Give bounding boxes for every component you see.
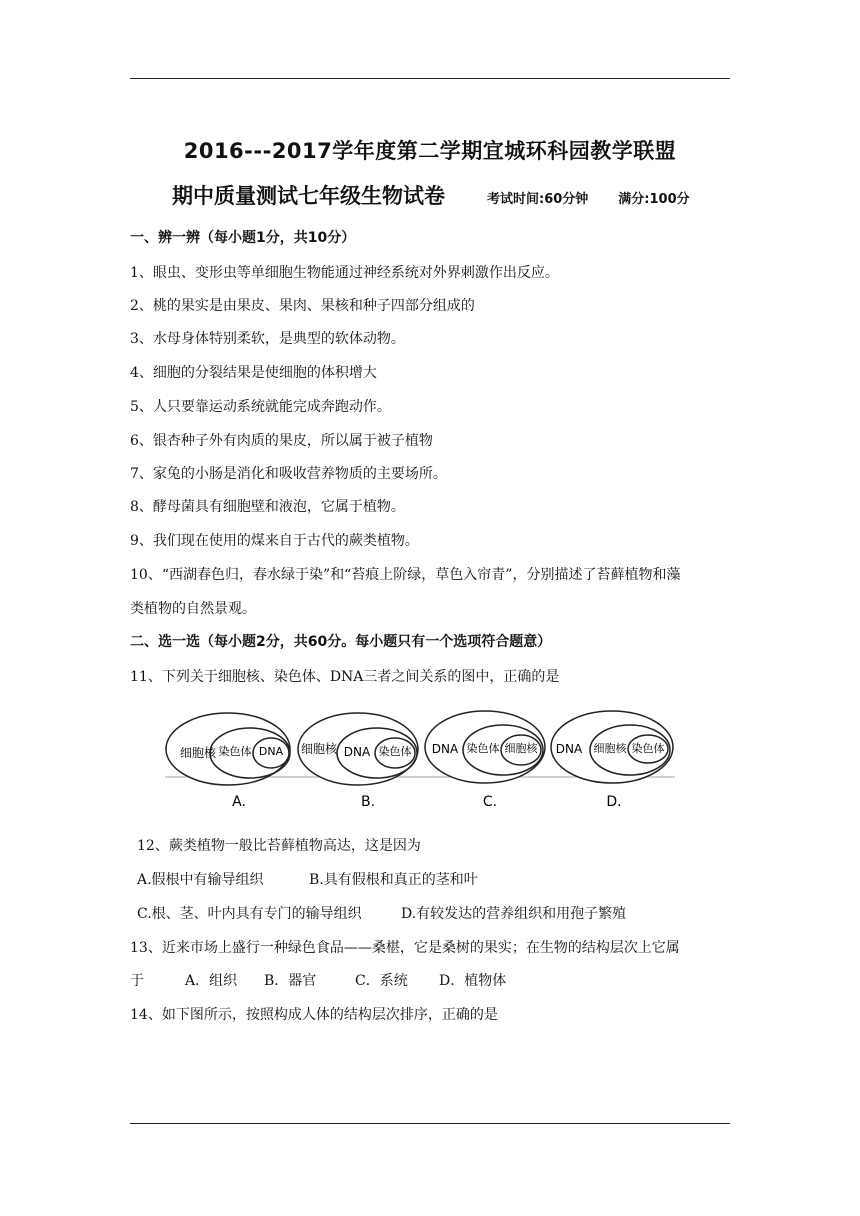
- question-12: 12、蕨类植物一般比苔藓植物高达，这是因为: [137, 838, 421, 854]
- diagram-a-outer-label: 细胞核: [179, 746, 217, 760]
- question-5: 5、人只要靠运动系统就能完成奔跑动作。: [130, 399, 391, 415]
- diagram-b: [298, 713, 418, 810]
- exam-title-line1: 2016---2017学年度第二学期宜城环科园教学联盟: [183, 139, 677, 163]
- question-13-option-a: A．组织: [185, 973, 238, 989]
- diagram-c: [425, 711, 545, 810]
- question-13-option-d: D．植物体: [439, 973, 507, 989]
- diagram-c-option-label: C.: [482, 794, 498, 810]
- diagram-b-outer-label: 细胞核: [300, 742, 338, 756]
- diagram-a: [166, 713, 290, 810]
- section2-heading: 二、选一选（每小题2分，共60分。每小题只有一个选项符合题意）: [130, 634, 552, 650]
- diagram-b-option-label: B.: [360, 794, 376, 810]
- question-10: 10、“西湖春色归，春水绿于染”和“苔痕上阶绿，草色入帘青”，分别描述了苔藓植物和藻: [130, 567, 681, 583]
- diagram-d: [551, 711, 673, 810]
- question-10-cont: 类植物的自然景观。: [130, 601, 256, 617]
- diagram-d-option-label: D.: [606, 794, 622, 810]
- footer-rule: [130, 1123, 730, 1124]
- header-rule: [130, 78, 730, 79]
- diagram-c-middle-label: 染色体: [466, 742, 500, 755]
- question-14: 14、如下图所示，按照构成人体的结构层次排序，正确的是: [130, 1007, 498, 1023]
- question-12-option-c: C.根、茎、叶内具有专门的输导组织: [137, 906, 362, 922]
- exam-time: 考试时间:60分钟: [487, 192, 589, 207]
- question-13: 13、近来市场上盛行一种绿色食品——桑椹，它是桑树的果实；在生物的结构层次上它属: [130, 940, 680, 956]
- question-12-option-a: A.假根中有输导组织: [137, 872, 264, 888]
- question-12-option-d: D.有较发达的营养组织和用孢子繁殖: [401, 906, 627, 922]
- question-12-option-b: B.具有假根和真正的茎和叶: [309, 872, 478, 888]
- diagram-b-middle-label: DNA: [343, 745, 371, 759]
- exam-info: [487, 188, 690, 207]
- question-13-option-b: B．器官: [264, 973, 317, 989]
- nested-circles-diagram: [165, 705, 675, 810]
- question-6: 6、银杏种子外有肉质的果皮，所以属于被子植物: [130, 433, 433, 449]
- diagram-c-outer-label: DNA: [431, 742, 459, 756]
- question-2: 2、桃的果实是由果皮、果肉、果核和种子四部分组成的: [130, 298, 475, 314]
- question-7: 7、家兔的小肠是消化和吸收营养物质的主要场所。: [130, 466, 447, 482]
- diagram-d-outer-label: DNA: [555, 742, 583, 756]
- diagram-c-inner-label: 细胞核: [504, 742, 538, 755]
- question-12-options-cd: [137, 903, 626, 923]
- question-13-option-c: C．系统: [355, 973, 408, 989]
- full-score: 满分:100分: [618, 192, 690, 207]
- diagram-d-inner-label: 染色体: [631, 742, 665, 755]
- question-1: 1、眼虫、变形虫等单细胞生物能通过神经系统对外界刺激作出反应。: [130, 265, 559, 281]
- diagram-b-inner-label: 染色体: [378, 745, 412, 758]
- question-8: 8、酵母菌具有细胞壁和液泡，它属于植物。: [130, 499, 405, 515]
- diagram-a-inner-label: DNA: [258, 745, 284, 758]
- diagram-a-middle-label: 染色体: [218, 745, 252, 758]
- question-9: 9、我们现在使用的煤来自于古代的蕨类植物。: [130, 533, 419, 549]
- question-13-options: [130, 970, 506, 990]
- question-4: 4、细胞的分裂结果是使细胞的体积增大: [130, 365, 377, 381]
- exam-title-line2: 期中质量测试七年级生物试卷: [172, 184, 445, 208]
- section1-heading: 一、辨一辨（每小题1分，共10分）: [130, 230, 356, 246]
- question-13-stem-cont: 于: [130, 973, 144, 989]
- question-3: 3、水母身体特别柔软，是典型的软体动物。: [130, 331, 405, 347]
- diagram-d-middle-label: 细胞核: [593, 742, 627, 755]
- question-12-options-ab: [137, 869, 478, 889]
- diagram-a-option-label: A.: [232, 794, 246, 810]
- question-11: 11、下列关于细胞核、染色体、DNA三者之间关系的图中，正确的是: [130, 669, 560, 685]
